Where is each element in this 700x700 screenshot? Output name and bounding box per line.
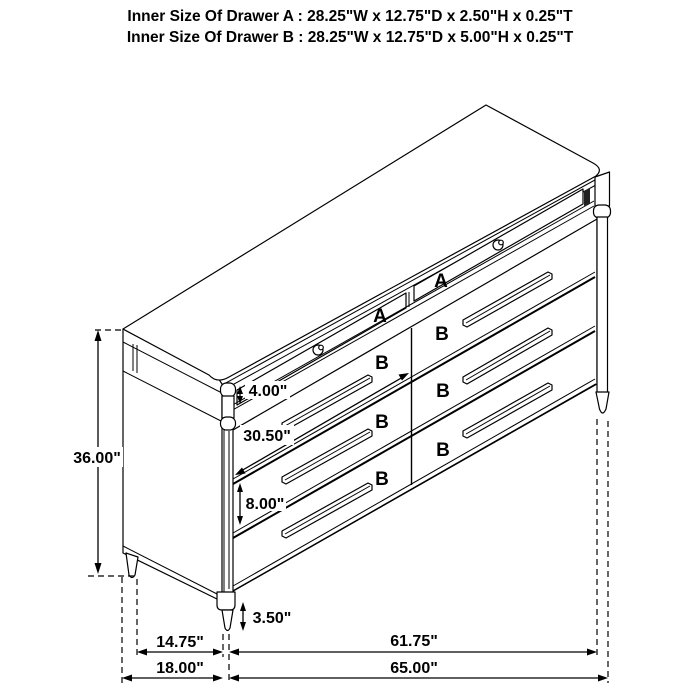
drawer-label-b-right-1: B (435, 324, 449, 345)
dimension-label-leg-spacing-width: 61.75" (390, 633, 438, 650)
drawer-a-right-knob (493, 240, 503, 250)
dresser-drawing (123, 105, 611, 631)
dimension-label-opening-width: 30.50" (243, 428, 291, 445)
title-drawer-a-size: Inner Size Of Drawer A : 28.25"W x 12.75"D x 2.50"H x 0.25"T (127, 8, 573, 25)
dimension-label-overall-height: 36.00" (73, 450, 121, 467)
dimension-side-to-side-leg-spacing (229, 633, 597, 656)
drawer-label-a-right: A (434, 271, 448, 292)
dimension-label-leg-spacing-depth: 14.75" (156, 634, 204, 651)
drawer-label-b-left-3: B (375, 469, 389, 490)
drawer-label-b-right-3: B (436, 440, 450, 461)
drawer-label-b-left-2: B (375, 412, 389, 433)
drawer-label-a-left: A (373, 306, 387, 327)
drawer-label-b-right-2: B (436, 381, 450, 402)
dimension-label-leg-height: 3.50" (252, 610, 292, 627)
drawer-label-b-left-1: B (375, 353, 389, 374)
dimension-label-overall-width: 65.00" (390, 660, 438, 677)
title-drawer-b-size: Inner Size Of Drawer B : 28.25"W x 12.75"D x 5.00"H x 0.25"T (126, 29, 574, 46)
drawer-gap-shadow (584, 188, 590, 206)
front-left-corner-post (221, 383, 236, 591)
back-left-leg (126, 553, 138, 578)
front-left-leg (217, 592, 235, 631)
dimension-label-drawer-b-height: 8.00" (245, 496, 285, 513)
dimension-overall-depth (122, 660, 223, 682)
front-right-foot (596, 392, 609, 413)
drawer-a-left-knob (313, 345, 323, 355)
dimension-front-to-back-leg-spacing (137, 634, 223, 656)
dimension-overall-width (229, 660, 608, 682)
dimension-label-overall-depth: 18.00" (156, 660, 204, 677)
dimension-label-drawer-a-height: 4.00" (248, 383, 288, 400)
dimension-leg-height (240, 602, 291, 631)
